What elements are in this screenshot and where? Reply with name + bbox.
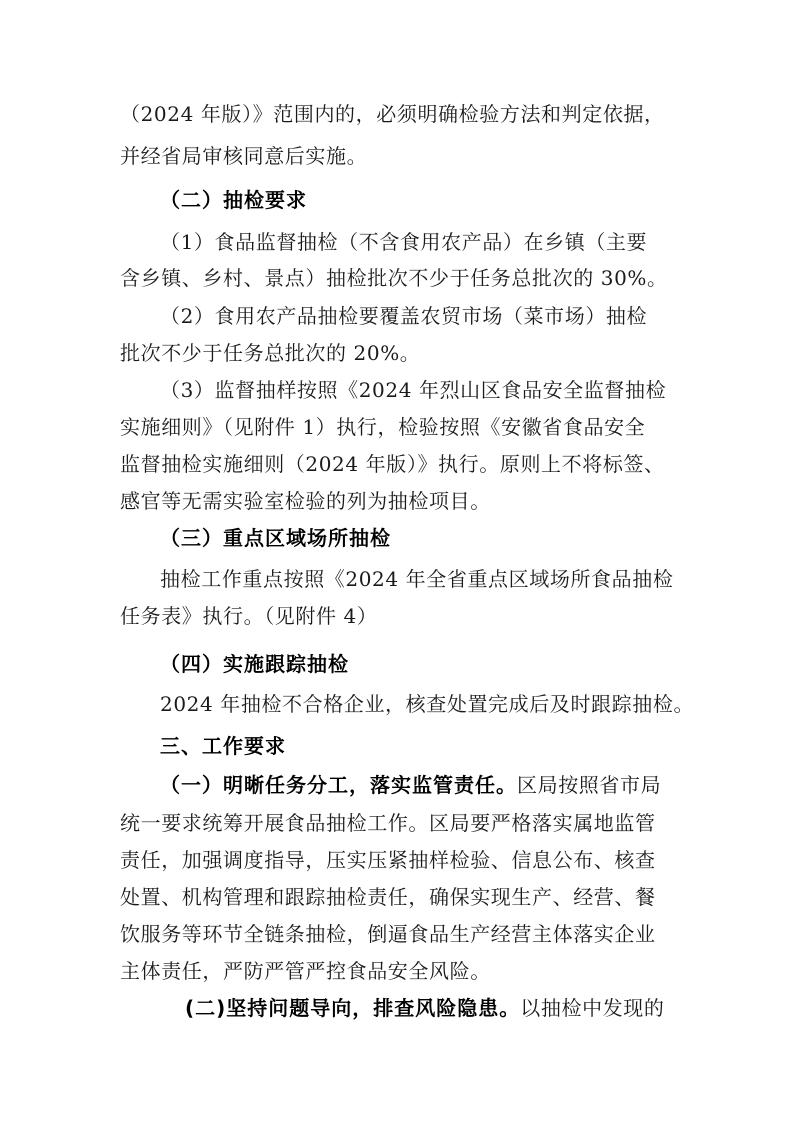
paragraph-line — [185, 995, 664, 1021]
paragraph-line: 主体责任，严防严管严控食品安全风险。 — [120, 959, 491, 983]
paragraph-line: 抽检工作重点按照《2024 年全省重点区域场所食品抽检 — [160, 567, 674, 591]
paragraph-line: （3）监督抽样按照《2024 年烈山区食品安全监督抽检 — [160, 378, 667, 402]
bold-lead: （一）明晰任务分工，落实监管责任。 — [160, 773, 517, 797]
paragraph-line: 处置、机构管理和跟踪抽检责任，确保实现生产、经营、餐 — [120, 885, 656, 909]
paragraph-line: 饮服务等环节全链条抽检，倒逼食品生产经营主体落实企业 — [120, 922, 656, 946]
bold-lead: (二)坚持问题导向，排查风险隐患。 — [185, 996, 521, 1020]
paragraph-line: （2024 年版）》范围内的，必须明确检验方法和判定依据， — [120, 102, 665, 126]
section-heading: （四）实施跟踪抽检 — [160, 652, 349, 676]
paragraph-line: 并经省局审核同意后实施。 — [120, 144, 368, 168]
paragraph-line: 实施细则》（见附件 1）执行，检验按照《安徽省食品安全 — [120, 415, 646, 439]
paragraph-line: 监督抽检实施细则（2024 年版）》执行。原则上不将标签、 — [120, 452, 665, 476]
section-heading: 三、工作要求 — [160, 734, 286, 758]
section-heading: （三）重点区域场所抽检 — [160, 526, 391, 550]
paragraph-text: 以抽检中发现的 — [520, 996, 665, 1020]
paragraph-line: 2024 年抽检不合格企业，核查处置完成后及时跟踪抽检。 — [160, 692, 695, 716]
paragraph-line: 批次不少于任务总批次的 20%。 — [120, 341, 421, 365]
paragraph-line: 感官等无需实验室检验的列为抽检项目。 — [120, 489, 491, 513]
section-heading: （二）抽检要求 — [160, 188, 307, 212]
paragraph-line: （2）食用农产品抽检要覆盖农贸市场（菜市场）抽检 — [160, 304, 648, 328]
paragraph-line — [160, 772, 661, 798]
paragraph-line: 统一要求统筹开展食品抽检工作。区局要严格落实属地监管 — [120, 811, 656, 835]
paragraph-line: 责任，加强调度指导，压实压紧抽样检验、信息公布、核查 — [120, 848, 656, 872]
paragraph-line: 含乡镇、乡村、景点）抽检批次不少于任务总批次的 30%。 — [120, 266, 668, 290]
paragraph-text: 区局按照省市局 — [517, 773, 662, 797]
paragraph-line: （1）食品监督抽检（不含食用农产品）在乡镇（主要 — [160, 230, 648, 254]
paragraph-line: 任务表》执行。（见附件 4） — [120, 604, 378, 628]
